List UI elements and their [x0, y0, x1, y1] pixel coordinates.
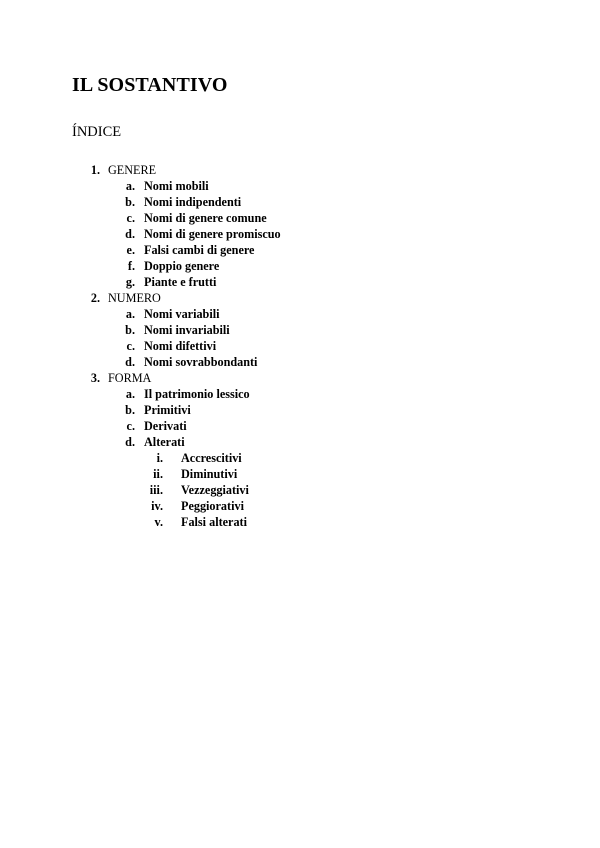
- toc-section-marker: 3.: [90, 371, 100, 385]
- toc-section-marker: 1.: [90, 163, 100, 177]
- toc-subitem: [0, 450, 600, 466]
- toc-subitem: [0, 482, 600, 498]
- toc-subitem: [0, 466, 600, 482]
- toc-item-label: Primitivi: [144, 403, 191, 417]
- toc-item: [0, 418, 600, 434]
- toc-subitem-marker: v.: [154, 515, 163, 529]
- table-of-contents: [0, 162, 600, 530]
- toc-subitem-label: Falsi alterati: [181, 515, 247, 529]
- toc-item-label: Nomi indipendenti: [144, 195, 242, 209]
- toc-item: [0, 434, 600, 450]
- toc-item-marker: e.: [126, 243, 135, 257]
- toc-item-label: Nomi difettivi: [144, 339, 217, 353]
- toc-item: [0, 274, 600, 290]
- page-title: IL SOSTANTIVO: [72, 74, 228, 96]
- toc-item-marker: a.: [125, 307, 135, 321]
- toc-section-label: NUMERO: [108, 291, 161, 305]
- toc-item: [0, 354, 600, 370]
- toc-item-marker: b.: [125, 403, 135, 417]
- toc-item: [0, 226, 600, 242]
- toc-item-marker: b.: [125, 195, 135, 209]
- toc-item-label: Nomi invariabili: [144, 323, 230, 337]
- toc-subitem: [0, 498, 600, 514]
- toc-item-label: Nomi di genere comune: [144, 211, 267, 225]
- toc-subitem-label: Vezzeggiativi: [181, 483, 249, 497]
- toc-section-marker: 2.: [90, 291, 100, 305]
- toc-item-label: Derivati: [144, 419, 187, 433]
- toc-item-label: Il patrimonio lessico: [144, 387, 250, 401]
- toc-item: [0, 322, 600, 338]
- toc-item-label: Falsi cambi di genere: [144, 243, 255, 257]
- toc-item-marker: d.: [125, 435, 135, 449]
- toc-item-label: Piante e frutti: [144, 275, 217, 289]
- toc-section: [0, 370, 600, 386]
- toc-item-marker: b.: [125, 323, 135, 337]
- toc-item: [0, 402, 600, 418]
- toc-item-label: Nomi di genere promiscuo: [144, 227, 281, 241]
- toc-section: [0, 162, 600, 178]
- toc-subitem-marker: i.: [156, 451, 163, 465]
- toc-item-marker: a.: [125, 387, 135, 401]
- toc-subitem-marker: iv.: [151, 499, 163, 513]
- toc-section: [0, 290, 600, 306]
- toc-item-marker: a.: [125, 179, 135, 193]
- toc-item-marker: d.: [125, 355, 135, 369]
- toc-subitem: [0, 514, 600, 530]
- toc-item: [0, 338, 600, 354]
- toc-item: [0, 306, 600, 322]
- toc-section-label: FORMA: [108, 371, 152, 385]
- toc-item: [0, 178, 600, 194]
- toc-subitem-label: Peggiorativi: [181, 499, 244, 513]
- toc-subitem-marker: iii.: [149, 483, 163, 497]
- toc-item-marker: c.: [126, 211, 135, 225]
- toc-item-label: Alterati: [144, 435, 185, 449]
- toc-item: [0, 386, 600, 402]
- toc-item-label: Nomi mobili: [144, 179, 209, 193]
- toc-item: [0, 258, 600, 274]
- toc-item-label: Nomi sovrabbondanti: [144, 355, 258, 369]
- toc-item: [0, 210, 600, 226]
- toc-subitem-marker: ii.: [153, 467, 163, 481]
- toc-item-label: Nomi variabili: [144, 307, 220, 321]
- toc-item: [0, 194, 600, 210]
- index-heading: ÍNDICE: [72, 124, 122, 140]
- toc-item: [0, 242, 600, 258]
- toc-item-marker: c.: [126, 339, 135, 353]
- toc-item-marker: f.: [127, 259, 135, 273]
- toc-item-marker: d.: [125, 227, 135, 241]
- toc-item-marker: g.: [125, 275, 135, 289]
- toc-section-label: GENERE: [108, 163, 157, 177]
- toc-item-label: Doppio genere: [144, 259, 220, 273]
- toc-subitem-label: Diminutivi: [181, 467, 238, 481]
- toc-item-marker: c.: [126, 419, 135, 433]
- toc-subitem-label: Accrescitivi: [181, 451, 242, 465]
